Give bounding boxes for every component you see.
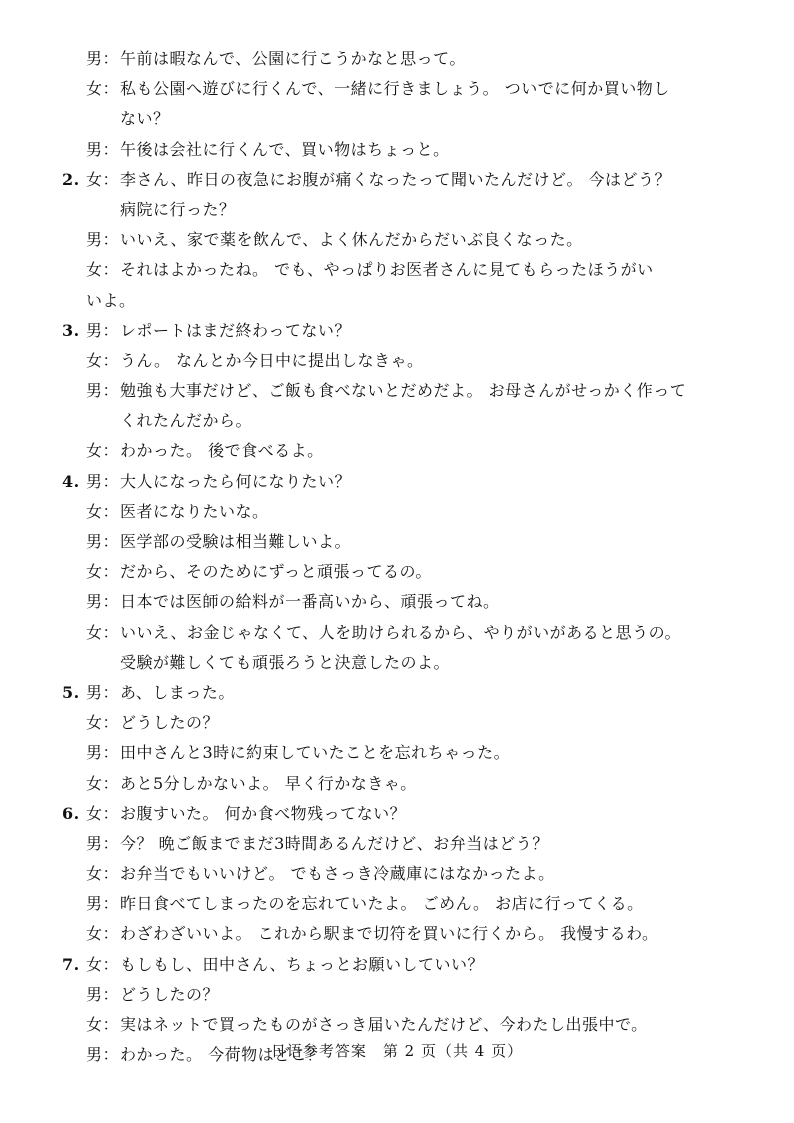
dialogue-line <box>62 680 722 710</box>
dialogue-line <box>62 257 722 287</box>
dialogue-line <box>62 650 722 680</box>
dialogue-text: いいえ、お金じゃなくて、人を助けられるから、やりがいがあると思うの。 <box>120 622 682 642</box>
speaker-label: 女： <box>86 1015 120 1034</box>
speaker-label: 男： <box>86 320 120 340</box>
dialogue-text: くれたんだから。 <box>120 411 253 431</box>
speaker-label: 女： <box>86 260 120 280</box>
dialogue-line <box>62 348 722 378</box>
question-number: 6. <box>62 803 80 823</box>
dialogue-text: 午後は会社に行くんで、買い物はちょっと。 <box>120 139 450 159</box>
speaker-label: 女： <box>86 924 120 944</box>
dialogue-text: 李さん、昨日の夜急にお腹が痛くなったって聞いたんだけど。 今はどう？ <box>120 169 672 189</box>
dialogue-text: どうしたの？ <box>120 713 220 733</box>
speaker-label: 男： <box>86 894 120 914</box>
dialogue-line <box>62 559 722 589</box>
dialogue-line <box>62 499 722 529</box>
dialogue-text: お腹すいた。 何か食べ物残ってない？ <box>120 803 407 823</box>
dialogue-line <box>62 740 722 770</box>
dialogue-line <box>62 620 722 650</box>
dialogue-text: 今？ 晩ご飯までまだ3時間あるんだけど、お弁当はどう？ <box>120 833 549 853</box>
dialogue-line <box>62 982 722 1012</box>
speaker-label: 女： <box>86 169 120 189</box>
dialogue-text: ない？ <box>120 109 170 129</box>
speaker-label: 女： <box>86 773 120 793</box>
dialogue-text: 昨日食べてしまったのを忘れていたよ。 ごめん。 お店に行ってくる。 <box>120 894 644 914</box>
dialogue-line <box>62 76 722 106</box>
dialogue-line <box>62 197 722 227</box>
dialogue-line <box>62 861 722 891</box>
speaker-label: 女： <box>86 954 120 974</box>
dialogue-line <box>62 288 722 318</box>
speaker-label: 男： <box>86 381 120 401</box>
dialogue-text: 医学部の受験は相当難しいよ。 <box>120 532 352 551</box>
dialogue-text: わかった。 今荷物はどこ？ <box>120 1045 324 1065</box>
speaker-label: 女： <box>86 441 120 461</box>
dialogue-line <box>62 1012 722 1042</box>
speaker-label: 女： <box>86 622 120 642</box>
question-number: 3. <box>62 320 80 340</box>
dialogue-text: 大人になったら何になりたい？ <box>120 471 352 491</box>
speaker-label: 男： <box>86 139 120 159</box>
dialogue-line <box>62 106 722 136</box>
dialogue-line <box>62 227 722 257</box>
dialogue-line <box>62 318 722 348</box>
speaker-label: 女： <box>86 79 120 99</box>
dialogue-line <box>62 529 722 559</box>
dialogue-line <box>62 46 722 76</box>
dialogue-text: もしもし、田中さん、ちょっとお願いしていい？ <box>120 954 484 974</box>
dialogue-line <box>62 469 722 499</box>
speaker-label: 女： <box>86 713 120 733</box>
dialogue-text: 午前は暇なんで、公園に行こうかなと思って。 <box>120 49 466 68</box>
dialogue-line <box>62 771 722 801</box>
speaker-label: 女： <box>86 501 120 521</box>
question-number: 2. <box>62 169 80 189</box>
speaker-label: 女： <box>86 803 120 823</box>
dialogue-line <box>62 378 722 408</box>
speaker-label: 男： <box>86 833 120 853</box>
dialogue-text: あと5分しかないよ。 早く行かなきゃ。 <box>120 773 417 793</box>
speaker-label: 男： <box>86 682 120 702</box>
dialogue-text: うん。 なんとか今日中に提出しなきゃ。 <box>120 350 424 370</box>
speaker-label: 男： <box>86 1045 120 1065</box>
speaker-label: 男： <box>86 743 120 763</box>
dialogue-line <box>62 710 722 740</box>
dialogue-text: 受験が難しくても頑張ろうと決意したのよ。 <box>120 652 451 672</box>
dialogue-line <box>62 589 722 619</box>
dialogue-line <box>62 408 722 438</box>
speaker-label: 男： <box>86 49 120 68</box>
dialogue-line <box>62 921 722 951</box>
speaker-label: 男： <box>86 592 120 612</box>
question-number: 4. <box>62 471 80 491</box>
dialogue-text: 田中さんと3時に約束していたことを忘れちゃった。 <box>120 743 511 763</box>
speaker-label: 男： <box>86 230 120 250</box>
dialogue-line <box>62 137 722 167</box>
dialogue-line <box>62 438 722 468</box>
dialogue-text: 勉強も大事だけど、ご飯も食べないとだめだよ。 お母さんがせっかく作って <box>120 381 687 401</box>
dialogue-text: だから、そのためにずっと頑張ってるの。 <box>120 562 432 582</box>
dialogue-text: いよ。 <box>86 290 136 310</box>
speaker-label: 女： <box>86 562 120 582</box>
dialogue-text: 病院に行った？ <box>120 199 236 219</box>
dialogue-text: わかった。 後で食べるよ。 <box>120 441 324 461</box>
speaker-label: 女： <box>86 864 120 884</box>
speaker-label: 女： <box>86 350 120 370</box>
speaker-label: 男： <box>86 984 120 1004</box>
dialogue-body <box>62 46 722 1072</box>
question-number: 5. <box>62 682 80 702</box>
dialogue-line <box>62 801 722 831</box>
dialogue-text: レポートはまだ終わってない？ <box>120 320 351 340</box>
dialogue-line <box>62 831 722 861</box>
dialogue-text: いいえ、家で薬を飲んで、よく休んだからだいぶ良くなった。 <box>120 230 583 250</box>
dialogue-text: あ、しまった。 <box>120 682 235 702</box>
dialogue-line <box>62 167 722 197</box>
dialogue-text: 日本では医師の給料が一番高いから、頑張ってね。 <box>120 592 500 612</box>
dialogue-text: お弁当でもいいけど。 でもさっき冷蔵庫にはなかったよ。 <box>120 864 555 884</box>
speaker-label: 男： <box>86 532 120 551</box>
dialogue-text: それはよかったね。 でも、やっぱりお医者さんに見てもらったほうがい <box>120 260 654 280</box>
dialogue-text: 実はネットで買ったものがさっき届いたんだけど、今わたし出張中で。 <box>120 1015 648 1034</box>
speaker-label: 男： <box>86 471 120 491</box>
dialogue-text: 医者になりたいな。 <box>120 501 269 521</box>
page-footer: 日语参考答案 第 2 页（共 4 页） <box>270 1042 524 1060</box>
dialogue-text: わざわざいいよ。 これから駅まで切符を買いに行くから。 我慢するわ。 <box>120 924 659 944</box>
dialogue-text: どうしたの？ <box>120 984 220 1004</box>
dialogue-line <box>62 952 722 982</box>
dialogue-text: 私も公園へ遊びに行くんで、一緒に行きましょう。 ついでに何か買い物し <box>120 79 670 99</box>
question-number: 7. <box>62 954 80 974</box>
dialogue-line <box>62 891 722 921</box>
